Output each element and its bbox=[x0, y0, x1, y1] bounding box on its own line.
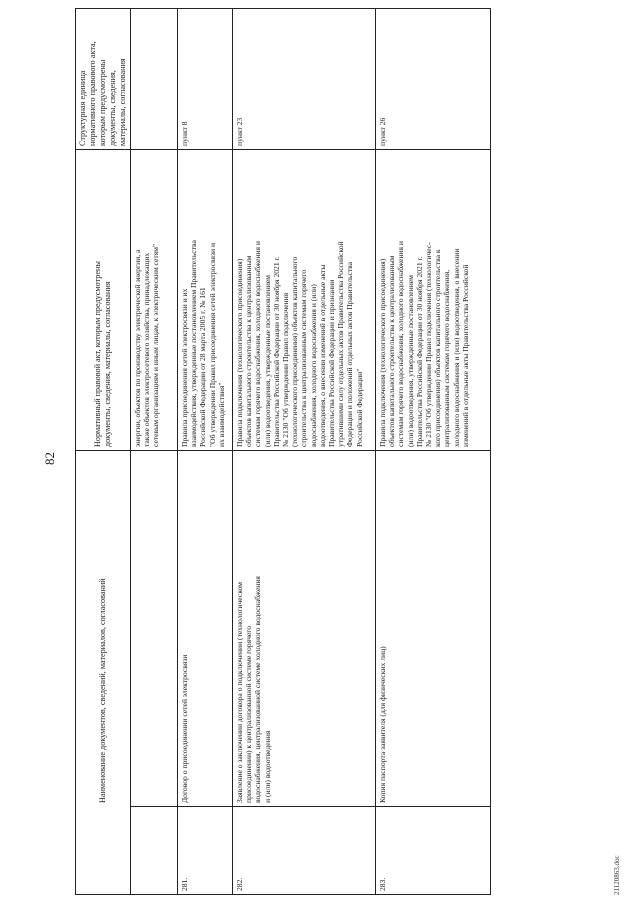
header-unit-line: которым предусмотрены bbox=[98, 59, 107, 146]
header-normative-act bbox=[76, 149, 131, 450]
act-line: централизованным системам горячего водоснабжения, bbox=[442, 269, 452, 447]
act-line: Федерации и положений отдельных актов Правительства bbox=[345, 261, 355, 447]
act-line: (технологического присоединения) объектов капитального bbox=[290, 256, 300, 447]
table-row bbox=[376, 8, 491, 894]
table-row bbox=[178, 8, 233, 894]
header-structural-unit bbox=[76, 8, 131, 149]
cell-structural-unit: пункт 23 bbox=[233, 8, 376, 149]
act-line: энергии, объектов по производству электрической энергии, а bbox=[133, 249, 142, 447]
act-line: кого присоединения) объектов капитального строительства к bbox=[433, 249, 443, 447]
act-line: водоотведения, о внесении изменений в отдельные акты bbox=[317, 264, 327, 447]
act-line: также объектов электросетевого хозяйства, принадлежащих bbox=[142, 252, 152, 447]
cell-number: 282. bbox=[233, 807, 376, 895]
cell-document-name bbox=[131, 450, 178, 806]
header-act-line: Нормативный правовой акт, которым предусмотрены bbox=[93, 261, 102, 447]
document-name-line: присоединении) к централизованной системе горячего bbox=[244, 625, 254, 803]
act-line: строительства к централизованным системам горячего bbox=[299, 269, 309, 447]
cell-normative-act bbox=[233, 149, 376, 450]
act-line: Правила подключения (технологического присоединения) bbox=[378, 258, 387, 447]
cell-number: 283. bbox=[376, 807, 491, 895]
header-act-line: документы, сведения, материалы, согласования bbox=[103, 281, 112, 447]
header-unit-line: документы, сведения, bbox=[108, 70, 117, 146]
cell-number: 281. bbox=[178, 807, 233, 895]
cell-document-name bbox=[233, 450, 376, 806]
act-line: (или) водоотведения, утвержденные постановлением bbox=[405, 275, 415, 447]
act-line: Правила присоединения сетей электросвязи и их bbox=[180, 288, 189, 447]
table-row-continuation bbox=[131, 8, 178, 894]
documents-table bbox=[75, 8, 491, 895]
act-line: Российской Федерации от 28 марта 2005 г. № 161 bbox=[198, 287, 208, 447]
act-line: Российской Федерации" bbox=[354, 368, 364, 447]
document-name-line: Копия паспорта заявителя (для физических лиц) bbox=[378, 646, 387, 803]
document-name-line: Заявление о заключении договора о подключении (технологическом bbox=[235, 582, 244, 803]
act-line: системам горячего водоснабжения, холодного водоснабжения и bbox=[396, 241, 406, 447]
document-name-line: Договор о присоединении сетей электросвязи bbox=[180, 654, 189, 803]
act-line: "Об утверждении Правил присоединения сетей электросвязи и bbox=[207, 242, 217, 447]
act-line: Правительства Российской Федерации и признании bbox=[327, 279, 337, 447]
table-row bbox=[233, 8, 376, 894]
act-line: № 2130 "Об утверждении Правил подключения bbox=[281, 292, 291, 447]
act-line: Правила подключения (технологического присоединения) bbox=[235, 258, 244, 447]
cell-document-name bbox=[178, 450, 233, 806]
cell-normative-act bbox=[178, 149, 233, 450]
cell-document-name bbox=[376, 450, 491, 806]
table-header-row bbox=[76, 8, 131, 894]
cell-structural-unit: пункт 8 bbox=[178, 8, 233, 149]
act-line: Правительства Российской Федерации от 30 ноября 2021 г. bbox=[271, 256, 281, 447]
act-line: изменений в отдельные акты Правительства Российской bbox=[460, 264, 470, 447]
act-line: утратившими силу отдельных актов Правительства Российской bbox=[336, 241, 346, 447]
cell-number bbox=[131, 807, 178, 895]
act-line: (или) водоотведения, утвержденные постановлением bbox=[262, 275, 272, 447]
act-line: их взаимодействия" bbox=[216, 382, 226, 447]
document-name-line: и (или) водоотведения bbox=[262, 730, 272, 803]
header-unit-line: нормативного правового акта, bbox=[88, 41, 97, 146]
act-line: холодного водоснабжения и (или) водоотведения, о внесении bbox=[451, 248, 461, 447]
act-line: объектов капитального строительства к централизованным bbox=[387, 255, 397, 447]
act-line: объектов капитального строительства к централизованным bbox=[244, 255, 254, 447]
act-line: № 2130 "Об утверждении Правил подключения (технологичес- bbox=[424, 242, 434, 447]
cell-structural-unit: пункт 26 bbox=[376, 8, 491, 149]
document-name-line: водоснабжения, централизованной системе холодного водоснабжения bbox=[253, 576, 263, 803]
act-line: взаимодействия, утвержденные постановлением Правительства bbox=[189, 240, 199, 447]
act-line: сетевым организациям и иным лицам, к электрическим сетям" bbox=[151, 243, 161, 447]
cell-normative-act bbox=[131, 149, 178, 450]
act-line: системам горячего водоснабжения, холодного водоснабжения и bbox=[253, 241, 263, 447]
header-unit-line: Структурная единица bbox=[78, 70, 87, 146]
header-documents-name: Наименование документов, сведений, материалов, согласований bbox=[76, 450, 131, 894]
cell-normative-act bbox=[376, 149, 491, 450]
header-unit-line: материалы, согласования bbox=[118, 58, 127, 146]
footer-document-code: 21120863.doc bbox=[613, 855, 621, 895]
act-line: Правительства Российской Федерации от 30 ноября 2021 г. bbox=[414, 256, 424, 447]
act-line: водоснабжения, холодного водоснабжения и (или) bbox=[308, 284, 318, 447]
cell-structural-unit bbox=[131, 8, 178, 149]
page-number: 82 bbox=[42, 452, 57, 465]
